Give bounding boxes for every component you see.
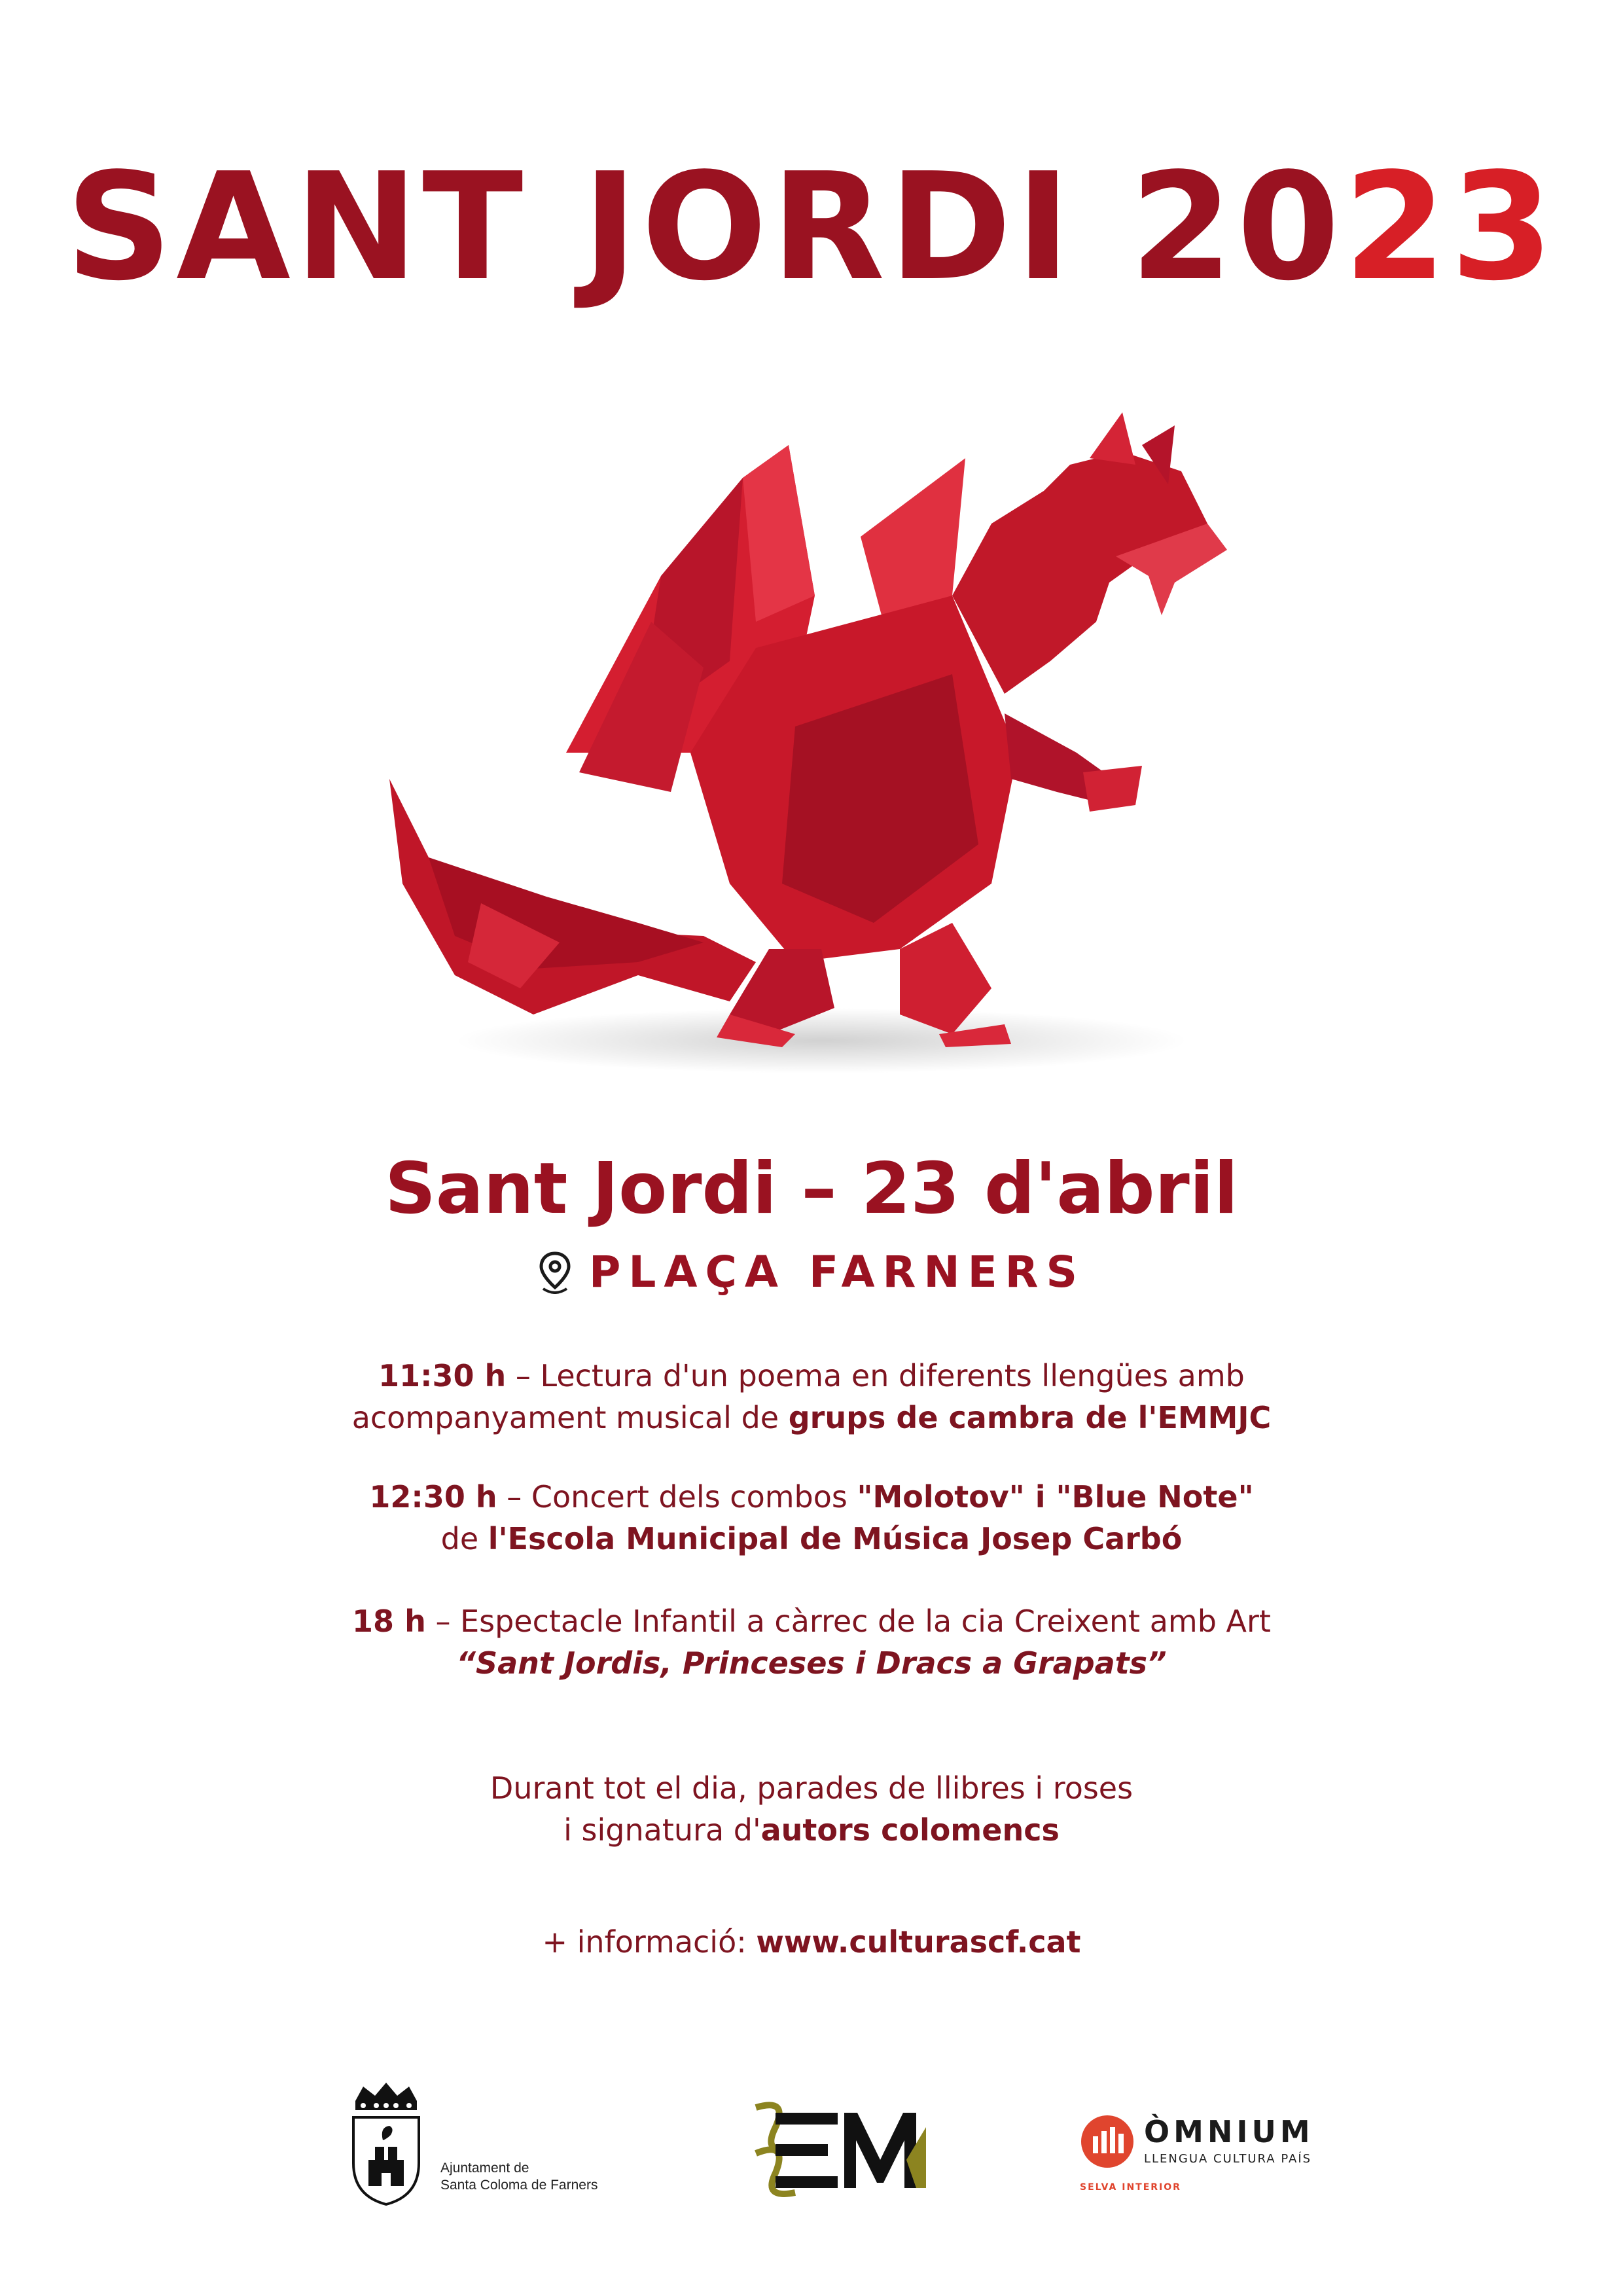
map-pin-icon xyxy=(538,1251,572,1294)
program-item-2 xyxy=(0,1476,1623,1560)
em-logo-mark xyxy=(749,2101,933,2199)
ajuntament-line1: Ajuntament de xyxy=(440,2161,529,2176)
location-label: PLAÇA FARNERS xyxy=(588,1247,1086,1297)
all-day-note xyxy=(0,1767,1623,1851)
program-text: de xyxy=(440,1521,488,1556)
origami-dragon-image xyxy=(363,386,1273,1093)
location-line xyxy=(0,1247,1623,1297)
program-text: – Lectura d'un poema en diferents llengües amb xyxy=(506,1358,1245,1393)
omnium-icon xyxy=(1080,2114,1135,2169)
title-main: SANT JORDI 20 xyxy=(65,141,1344,314)
program-highlight: "Molotov" i "Blue Note" xyxy=(857,1479,1254,1515)
em-logo xyxy=(749,2101,933,2199)
program-text: acompanyament musical de xyxy=(351,1400,789,1435)
program-time: 11:30 h xyxy=(378,1358,507,1393)
omnium-name: ÒMNIUM xyxy=(1144,2114,1314,2149)
info-label: + informació: xyxy=(542,1924,757,1960)
omnium-region: SELVA INTERIOR xyxy=(1080,2182,1181,2193)
event-date-heading: Sant Jordi – 23 d'abril xyxy=(385,1148,1238,1230)
program-highlight: “Sant Jordis, Princeses i Dracs a Grapats” xyxy=(456,1645,1167,1681)
more-info-line xyxy=(0,1921,1623,1963)
all-day-line: Durant tot el dia, parades de llibres i roses xyxy=(490,1770,1133,1806)
coat-of-arms-icon xyxy=(344,2081,429,2206)
all-day-highlight: autors colomencs xyxy=(760,1812,1060,1848)
program-item-3 xyxy=(0,1600,1623,1684)
all-day-line: i signatura d' xyxy=(563,1812,761,1848)
program-time: 18 h xyxy=(352,1604,426,1639)
poster-title xyxy=(0,141,1623,314)
program-item-1 xyxy=(0,1355,1623,1439)
sponsor-logos xyxy=(0,2081,1623,2212)
ajuntament-line2: Santa Coloma de Farners xyxy=(440,2178,598,2193)
title-year-accent: 23 xyxy=(1344,141,1558,314)
omnium-tagline: LLENGUA CULTURA PAÍS xyxy=(1144,2152,1312,2166)
omnium-logo xyxy=(1080,2114,1361,2199)
program-text: – Espectacle Infantil a càrrec de la cia Creixent amb Art xyxy=(425,1604,1271,1639)
ajuntament-logo xyxy=(344,2081,618,2212)
program-text: – Concert dels combos xyxy=(497,1479,857,1515)
program-highlight: grups de cambra de l'EMMJC xyxy=(788,1400,1272,1435)
program-highlight: l'Escola Municipal de Música Josep Carbó xyxy=(488,1521,1183,1556)
program-time: 12:30 h xyxy=(369,1479,497,1515)
website-link[interactable]: www.culturascf.cat xyxy=(756,1924,1081,1960)
